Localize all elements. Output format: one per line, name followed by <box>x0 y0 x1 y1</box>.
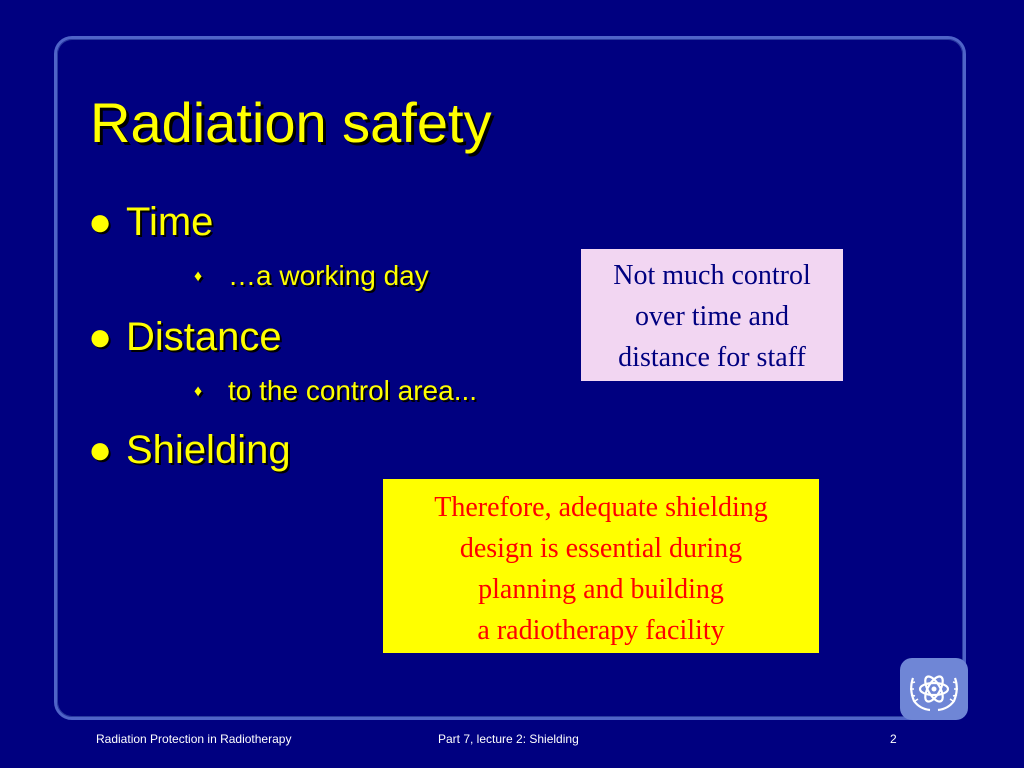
note-line: design is essential during <box>459 533 743 564</box>
footer-page-number: 2 <box>890 732 897 746</box>
sub-bullet-working-day <box>194 260 429 292</box>
bullet-dot-icon: ● <box>88 200 113 244</box>
slide-title: Radiation safety <box>90 91 492 154</box>
bullet-dot-icon: ● <box>88 428 113 472</box>
bullet-time <box>88 200 213 245</box>
bullet-label: Distance <box>126 315 282 359</box>
sub-bullet-label: …a working day <box>228 260 429 291</box>
footer-part-lecture: Part 7, lecture 2: Shielding <box>438 732 579 746</box>
note-staff-control <box>581 249 843 381</box>
note-line: over time and <box>635 301 789 332</box>
bullet-distance <box>88 315 282 360</box>
bullet-shielding <box>88 428 291 473</box>
note-line: a radiotherapy facility <box>477 615 725 646</box>
bullet-label: Time <box>126 200 214 244</box>
bullet-dot-icon: ● <box>88 315 113 359</box>
note-line: distance for staff <box>618 342 806 373</box>
sub-bullet-control-area <box>194 375 477 407</box>
iaea-logo-icon <box>900 658 968 720</box>
bullet-label: Shielding <box>126 428 291 472</box>
diamond-bullet-icon: ♦ <box>194 383 203 400</box>
note-line: Not much control <box>613 260 811 291</box>
note-line: planning and building <box>478 574 724 605</box>
note-line: Therefore, adequate shielding <box>434 492 768 523</box>
footer-course-title: Radiation Protection in Radiotherapy <box>96 732 292 746</box>
note-shielding-conclusion <box>383 479 819 653</box>
sub-bullet-label: to the control area... <box>228 375 478 406</box>
diamond-bullet-icon: ♦ <box>194 268 203 285</box>
